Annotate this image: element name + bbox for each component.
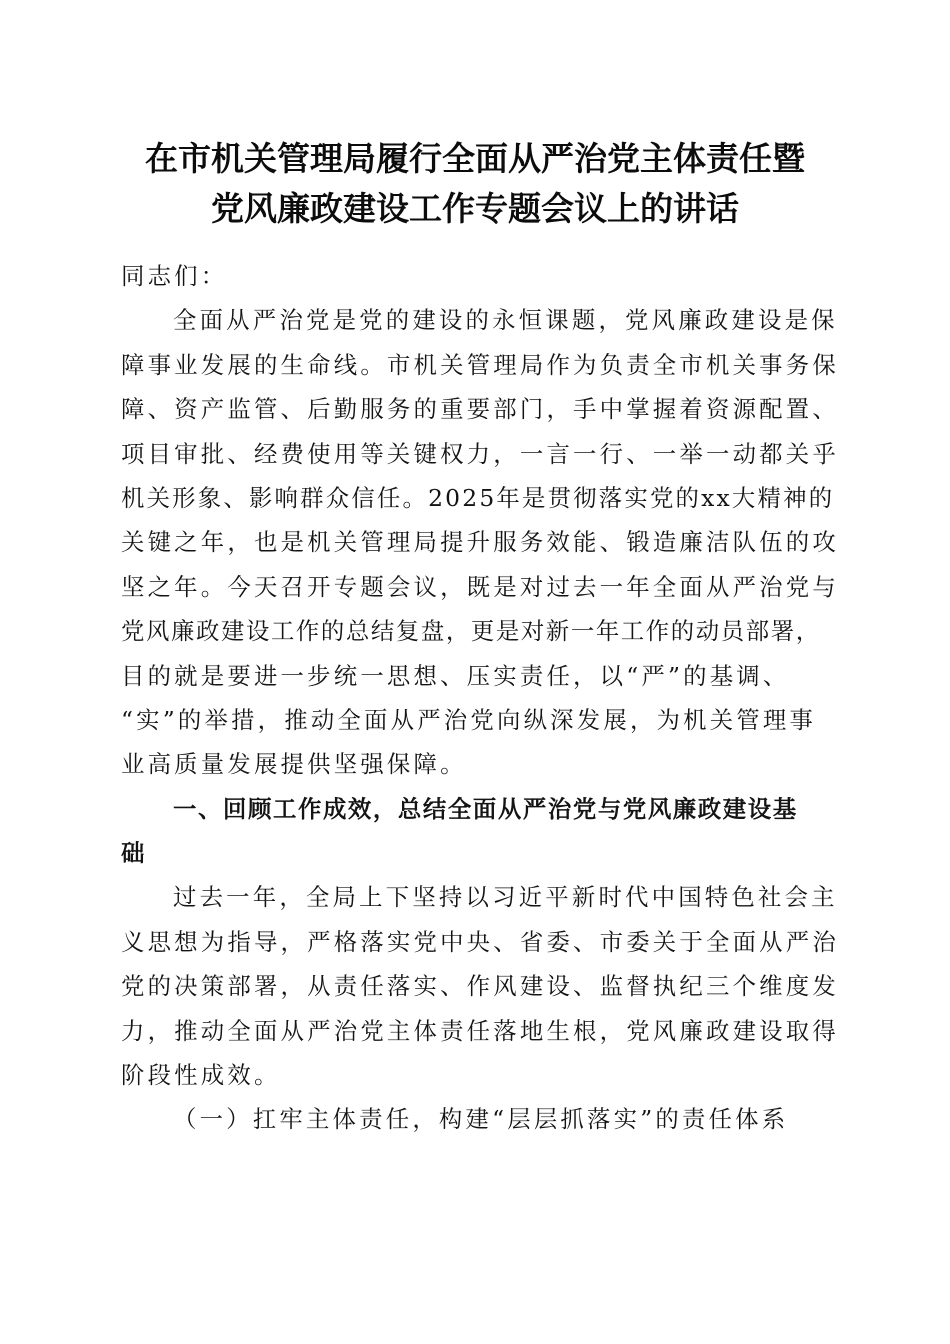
- salutation: 同志们：: [121, 262, 228, 290]
- section-heading-line: 一、回顾工作成效，总结全面从严治党与党风廉政建设基: [173, 794, 798, 823]
- paragraph-line: 义思想为指导，严格落实党中央、省委、市委关于全面从严治: [121, 927, 839, 956]
- paragraph-line: 障事业发展的生命线。市机关管理局作为负责全市机关事务保: [121, 350, 839, 379]
- title-line: 在市机关管理局履行全面从严治党主体责任暨: [145, 139, 805, 178]
- paragraph-line: 机关形象、影响群众信任。2025年是贯彻落实党的xx大精神的: [121, 483, 835, 512]
- paragraph-line: 党的决策部署，从责任落实、作风建设、监督执纪三个维度发: [121, 972, 839, 1001]
- paragraph-line: 坚之年。今天召开专题会议，既是对过去一年全面从严治党与: [121, 572, 839, 601]
- section-heading-line: 础: [121, 839, 146, 868]
- paragraph-line: “实”的举措，推动全面从严治党向纵深发展，为机关管理事: [121, 705, 817, 734]
- paragraph-line: 障、资产监管、后勤服务的重要部门，手中掌握着资源配置、: [121, 395, 839, 424]
- subsection-heading: （一）扛牢主体责任，构建“层层抓落实”的责任体系: [173, 1105, 789, 1134]
- paragraph-line: 力，推动全面从严治党主体责任落地生根，党风廉政建设取得: [121, 1016, 839, 1045]
- document-body: [121, 254, 839, 1142]
- paragraph-line: 关键之年，也是机关管理局提升服务效能、锻造廉洁队伍的攻: [121, 528, 839, 557]
- paragraph-line: 过去一年，全局上下坚持以习近平新时代中国特色社会主: [173, 883, 838, 912]
- document-title: [100, 134, 850, 234]
- paragraph-line: 目的就是要进一步统一思想、压实责任，以“严”的基调、: [121, 661, 790, 690]
- paragraph-line: 业高质量发展提供坚强保障。: [121, 750, 467, 779]
- paragraph-line: 阶段性成效。: [121, 1061, 281, 1090]
- title-line: 党风廉政建设工作专题会议上的讲话: [211, 189, 739, 228]
- paragraph-line: 党风廉政建设工作的总结复盘，更是对新一年工作的动员部署，: [121, 617, 821, 646]
- paragraph-line: 全面从严治党是党的建设的永恒课题，党风廉政建设是保: [173, 306, 838, 335]
- paragraph-line: 项目审批、经费使用等关键权力，一言一行、一举一动都关乎: [121, 439, 839, 468]
